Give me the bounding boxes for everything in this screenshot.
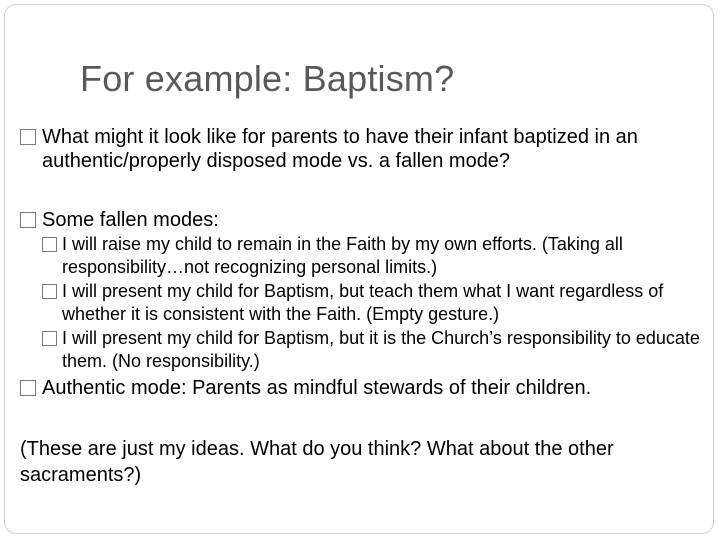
bullet-text: Some fallen modes: <box>42 209 219 231</box>
sub-bullet-text: I will raise my child to remain in the Faith by my own efforts. (Taking all responsibility…not recognizing personal limits.) <box>62 234 623 277</box>
checkbox-bullet-icon <box>42 237 57 252</box>
checkbox-bullet-icon <box>42 331 57 346</box>
sub-bullet-item <box>42 280 702 326</box>
bullet-text: Authentic mode: Parents as mindful stewards of their children. <box>42 377 592 399</box>
checkbox-bullet-icon <box>20 129 36 145</box>
checkbox-bullet-icon <box>20 212 36 228</box>
bullet-text: What might it look like for parents to have their infant baptized in an authentic/properly disposed mode vs. a fallen mode? <box>42 126 638 172</box>
bullet-item <box>20 208 710 232</box>
sub-bullet-text: I will present my child for Baptism, but teach them what I want regardless of whether it is consistent with the Faith. (Empty gesture.) <box>62 281 664 324</box>
sub-bullet-item <box>42 327 702 373</box>
sub-bullet-item <box>42 233 702 279</box>
slide-title: For example: Baptism? <box>80 58 455 99</box>
checkbox-bullet-icon <box>42 284 57 299</box>
bullet-item <box>20 376 710 400</box>
bullet-item <box>20 125 710 173</box>
sub-bullet-text: I will present my child for Baptism, but it is the Church’s responsibility to educate them. (No responsibility.) <box>62 328 700 371</box>
checkbox-bullet-icon <box>20 380 36 396</box>
closing-note: (These are just my ideas. What do you think? What about the other sacraments?) <box>20 438 614 486</box>
